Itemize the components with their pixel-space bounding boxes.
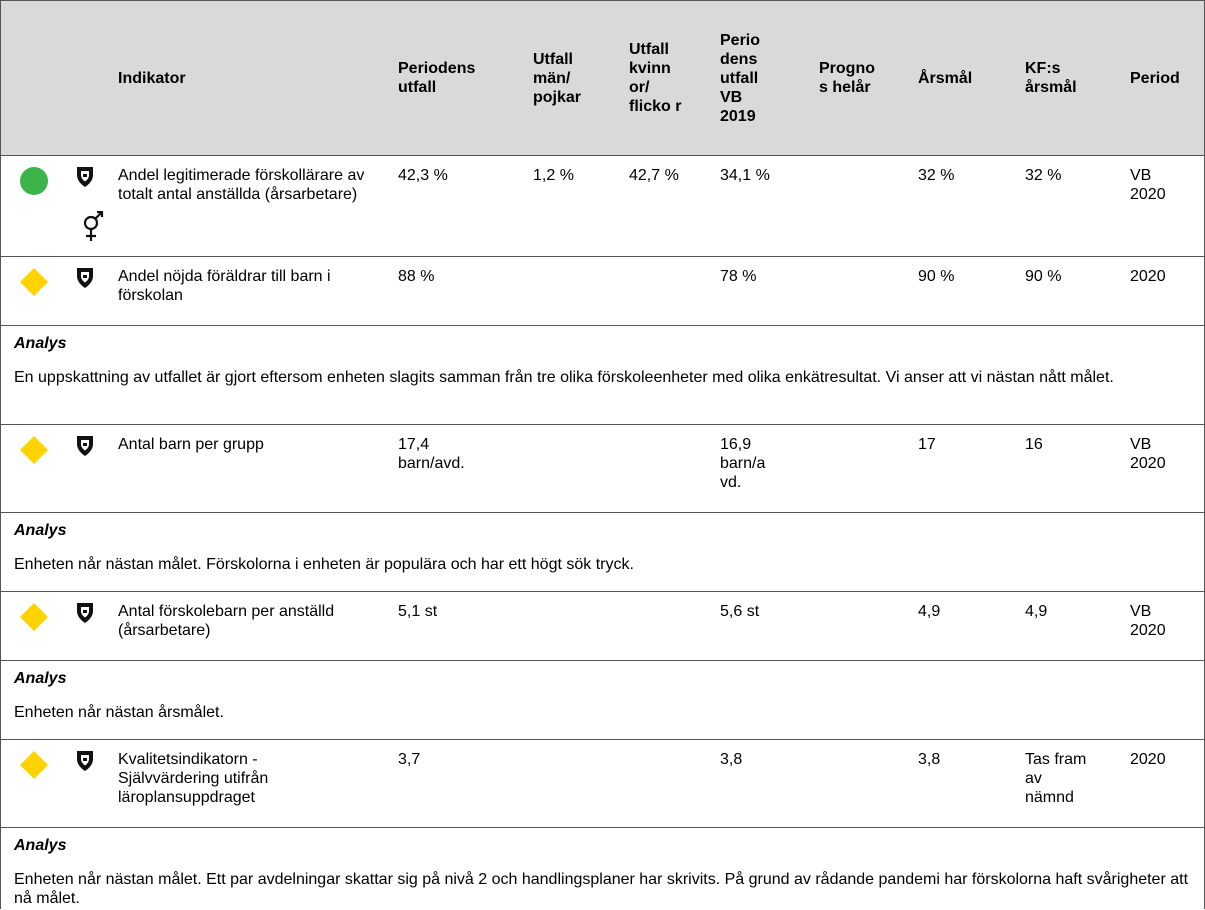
indikator-text: Antal barn per grupp	[118, 436, 264, 453]
utfall-man-value	[533, 740, 613, 750]
analys-section	[1, 326, 1204, 425]
arsmal-value: 4,9	[918, 603, 941, 620]
utfall-kvinnor-value	[629, 740, 684, 750]
periodens-utfall-value: 88 %	[398, 268, 435, 285]
shield-icon	[75, 166, 95, 188]
table-row	[1, 156, 1204, 257]
kf-arsmal-value: 16	[1025, 436, 1043, 453]
status-yellow-diamond-icon	[19, 602, 49, 632]
shield-icon	[75, 435, 95, 457]
periodens-utfall-vb-value: 5,6 st	[720, 603, 760, 620]
kf-arsmal-value: Tas fram av nämnd	[1025, 751, 1087, 806]
indikator-text: Kvalitetsindikatorn - Självvärdering utifrån läroplansuppdraget	[118, 751, 269, 806]
utfall-kvinnor-value	[629, 257, 684, 267]
analys-section	[1, 661, 1204, 740]
table-row	[1, 740, 1204, 828]
table-row	[1, 592, 1204, 661]
table-header	[1, 1, 1204, 156]
shield-icon	[75, 750, 95, 772]
status-yellow-diamond-icon	[19, 750, 49, 780]
indikator-text: Andel nöjda föräldrar till barn i förskolan	[118, 268, 331, 304]
kf-arsmal-value: 4,9	[1025, 603, 1048, 620]
status-yellow-diamond-icon	[19, 435, 49, 465]
analys-text: En uppskattning av utfallet är gjort eftersom enheten slagits samman från tre olika förskoleenheter med olika enkätresultat. Vi anser att vi nästan nått målet.	[14, 369, 1114, 386]
header-period: Period	[1130, 69, 1180, 87]
indikator-text: Andel legitimerade förskollärare av totalt antal anställda (årsarbetare)	[118, 167, 365, 203]
table-row	[1, 257, 1204, 326]
kf-arsmal-value: 32 %	[1025, 167, 1062, 184]
period-value: 2020	[1130, 751, 1166, 768]
arsmal-value: 17	[918, 436, 936, 453]
periodens-utfall-vb-value: 3,8	[720, 751, 743, 768]
analys-text: Enheten når nästan målet. Ett par avdelningar skattar sig på nivå 2 och handlingsplaner har skrivits. På grund av rådande pandemi har förskolorna haft svårigheter att nå målet.	[14, 871, 1189, 907]
header-indikator: Indikator	[118, 69, 186, 87]
analys-section	[1, 828, 1204, 909]
analys-text: Enheten når nästan årsmålet.	[14, 704, 224, 721]
header-kf-arsmal: KF:s årsmål	[1025, 60, 1077, 96]
period-value: VB 2020	[1130, 167, 1166, 203]
arsmal-value: 3,8	[918, 751, 941, 768]
header-periodens-utfall: Periodens utfall	[398, 60, 476, 96]
table-row	[1, 425, 1204, 513]
prognos-value	[819, 257, 899, 267]
shield-icon	[75, 602, 95, 624]
kf-arsmal-value: 90 %	[1025, 268, 1062, 285]
utfall-kvinnor-value	[629, 592, 684, 602]
period-value: 2020	[1130, 268, 1166, 285]
arsmal-value: 32 %	[918, 167, 955, 184]
shield-icon	[75, 267, 95, 289]
analys-text: Enheten når nästan målet. Förskolorna i enheten är populära och har ett högt sök tryck.	[14, 556, 634, 573]
header-periodens-utfall-vb: Perio dens utfall VB 2019	[720, 31, 761, 125]
gender-symbol-icon	[81, 211, 105, 243]
header-arsmal: Årsmål	[918, 69, 973, 87]
periodens-utfall-value: 5,1 st	[398, 603, 438, 620]
utfall-man-value	[533, 592, 613, 602]
utfall-man-value	[533, 257, 613, 267]
period-value: VB 2020	[1130, 436, 1166, 472]
header-prognos: Progno s helår	[819, 60, 875, 96]
prognos-value	[819, 592, 899, 602]
header-utfall-kvinnor: Utfall kvinn or/ flicko r	[629, 41, 682, 115]
status-green-circle-icon	[19, 166, 49, 196]
analys-heading: Analys	[14, 837, 67, 854]
periodens-utfall-value: 17,4 barn/avd.	[398, 436, 465, 472]
header-utfall-man: Utfall män/ pojkar	[533, 50, 582, 106]
analys-heading: Analys	[14, 670, 67, 687]
status-yellow-diamond-icon	[19, 267, 49, 297]
indikator-text: Antal förskolebarn per anställd (årsarbetare)	[118, 603, 335, 639]
prognos-value	[819, 740, 899, 750]
analys-heading: Analys	[14, 335, 67, 352]
arsmal-value: 90 %	[918, 268, 955, 285]
utfall-kvinnor-value	[629, 425, 684, 435]
periodens-utfall-vb-value: 78 %	[720, 268, 757, 285]
periodens-utfall-value: 3,7	[398, 751, 421, 768]
analys-section	[1, 513, 1204, 592]
utfall-man-value: 1,2 %	[533, 167, 574, 184]
prognos-value	[819, 425, 899, 435]
utfall-kvinnor-value: 42,7 %	[629, 167, 679, 184]
analys-heading: Analys	[14, 522, 67, 539]
prognos-value	[819, 156, 899, 166]
period-value: VB 2020	[1130, 603, 1166, 639]
periodens-utfall-value: 42,3 %	[398, 167, 448, 184]
periodens-utfall-vb-value: 34,1 %	[720, 167, 770, 184]
periodens-utfall-vb-value: 16,9 barn/a vd.	[720, 436, 766, 491]
utfall-man-value	[533, 425, 613, 435]
